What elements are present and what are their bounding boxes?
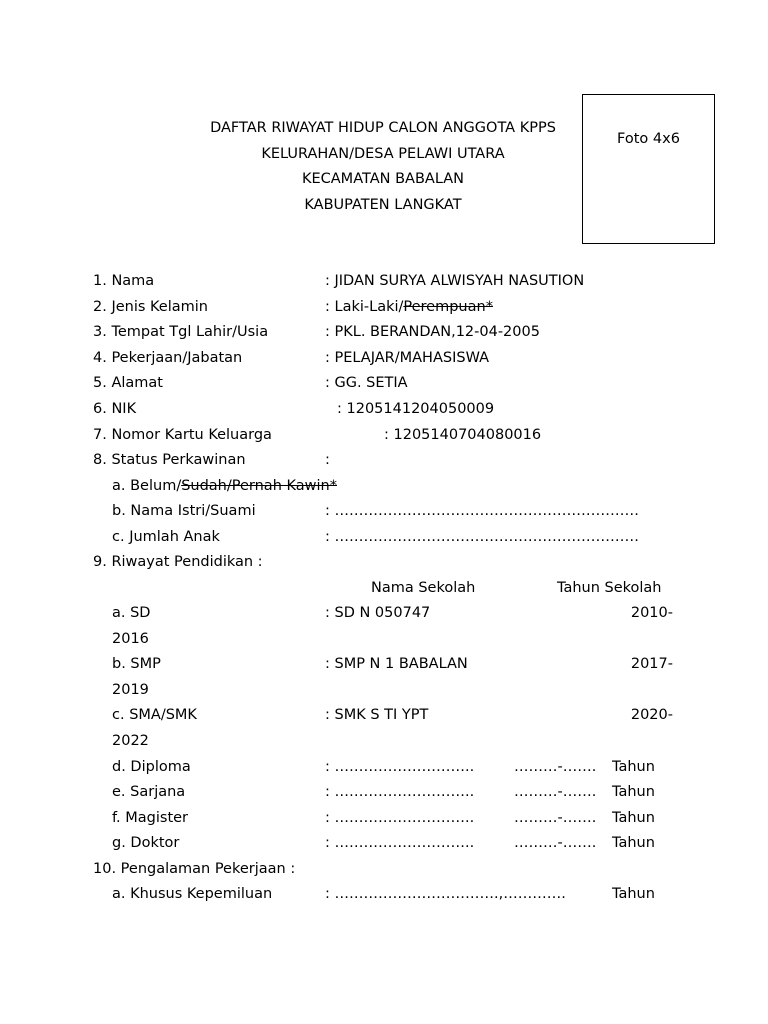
value-pekerjaan: : PELAJAR/MAHASISWA [325,350,490,366]
label-nik: 6. NIK [93,401,137,417]
header-title: DAFTAR RIWAYAT HIDUP CALON ANGGOTA KPPS [210,120,556,136]
value-kk: : 1205140704080016 [384,427,542,443]
edu-school: : SD N 050747 [325,605,431,621]
edu-year-end: 2016 [112,631,149,647]
col-tahun-sekolah: Tahun Sekolah [557,580,662,596]
edu-year-end: 2019 [112,682,149,698]
edu-label: b. SMP [112,656,161,672]
label-istri-suami: b. Nama Istri/Suami [112,503,256,519]
edu-blank-label: e. Sarjana [112,784,186,800]
edu-blank-years: ………-……. [514,784,597,800]
edu-year-end: 2022 [112,733,149,749]
label-kepemiluan: a. Khusus Kepemiluan [112,886,273,902]
edu-blank-school: : ……………………….. [325,835,475,851]
jenis-kelamin-selected: : Laki-Laki/ [325,299,404,315]
label-nama: 1. Nama [93,273,155,289]
status-a-selected: a. Belum/ [112,478,182,494]
status-colon: : [325,452,330,468]
edu-blank-unit: Tahun [612,810,655,826]
edu-blank-label: g. Doktor [112,835,180,851]
value-ttl: : PKL. BERANDAN,12-04-2005 [325,324,540,340]
col-nama-sekolah: Nama Sekolah [371,580,476,596]
edu-blank-label: f. Magister [112,810,189,826]
unit-kepemiluan: Tahun [612,886,655,902]
edu-blank-years: ………-……. [514,759,597,775]
edu-blank-unit: Tahun [612,784,655,800]
edu-school: : SMK S TI YPT [325,707,429,723]
value-jumlah-anak: : ……………………………………………………… [325,529,639,545]
edu-blank-unit: Tahun [612,835,655,851]
edu-blank-unit: Tahun [612,759,655,775]
edu-blank-label: d. Diploma [112,759,191,775]
edu-blank-school: : ……………………….. [325,784,475,800]
label-alamat: 5. Alamat [93,375,163,391]
label-status: 8. Status Perkawinan [93,452,246,468]
status-a-struck: Sudah/Pernah Kawin* [181,478,337,494]
photo-label: Foto 4x6 [617,131,680,147]
label-jumlah-anak: c. Jumlah Anak [112,529,220,545]
edu-year-start: 2020- [630,707,673,723]
jenis-kelamin-struck: Perempuan* [403,299,493,315]
value-kepemiluan: : …………………………….,…………. [325,886,566,902]
status-a [112,477,337,495]
header-kelurahan: KELURAHAN/DESA PELAWI UTARA [261,146,505,162]
value-alamat: : GG. SETIA [325,375,408,391]
label-jenis-kelamin: 2. Jenis Kelamin [93,299,208,315]
value-istri-suami: : ……………………………………………………… [325,503,639,519]
edu-blank-school: : ……………………….. [325,810,475,826]
value-nik: : 1205141204050009 [337,401,495,417]
value-jenis-kelamin [325,298,493,316]
photo-placeholder [582,94,715,244]
label-pekerjaan: 4. Pekerjaan/Jabatan [93,350,243,366]
label-pendidikan: 9. Riwayat Pendidikan : [93,554,263,570]
edu-blank-years: ………-……. [514,810,597,826]
edu-year-start: 2017- [630,656,673,672]
edu-label: c. SMA/SMK [112,707,197,723]
header-kecamatan: KECAMATAN BABALAN [301,171,465,187]
label-pengalaman: 10. Pengalaman Pekerjaan : [93,861,296,877]
edu-blank-school: : ……………………….. [325,759,475,775]
label-ttl: 3. Tempat Tgl Lahir/Usia [93,324,269,340]
header-kabupaten: KABUPATEN LANGKAT [304,197,462,213]
edu-label: a. SD [112,605,151,621]
edu-blank-years: ………-……. [514,835,597,851]
edu-school: : SMP N 1 BABALAN [325,656,468,672]
label-kk: 7. Nomor Kartu Keluarga [93,427,272,443]
value-nama: : JIDAN SURYA ALWISYAH NASUTION [325,273,585,289]
edu-year-start: 2010- [630,605,673,621]
